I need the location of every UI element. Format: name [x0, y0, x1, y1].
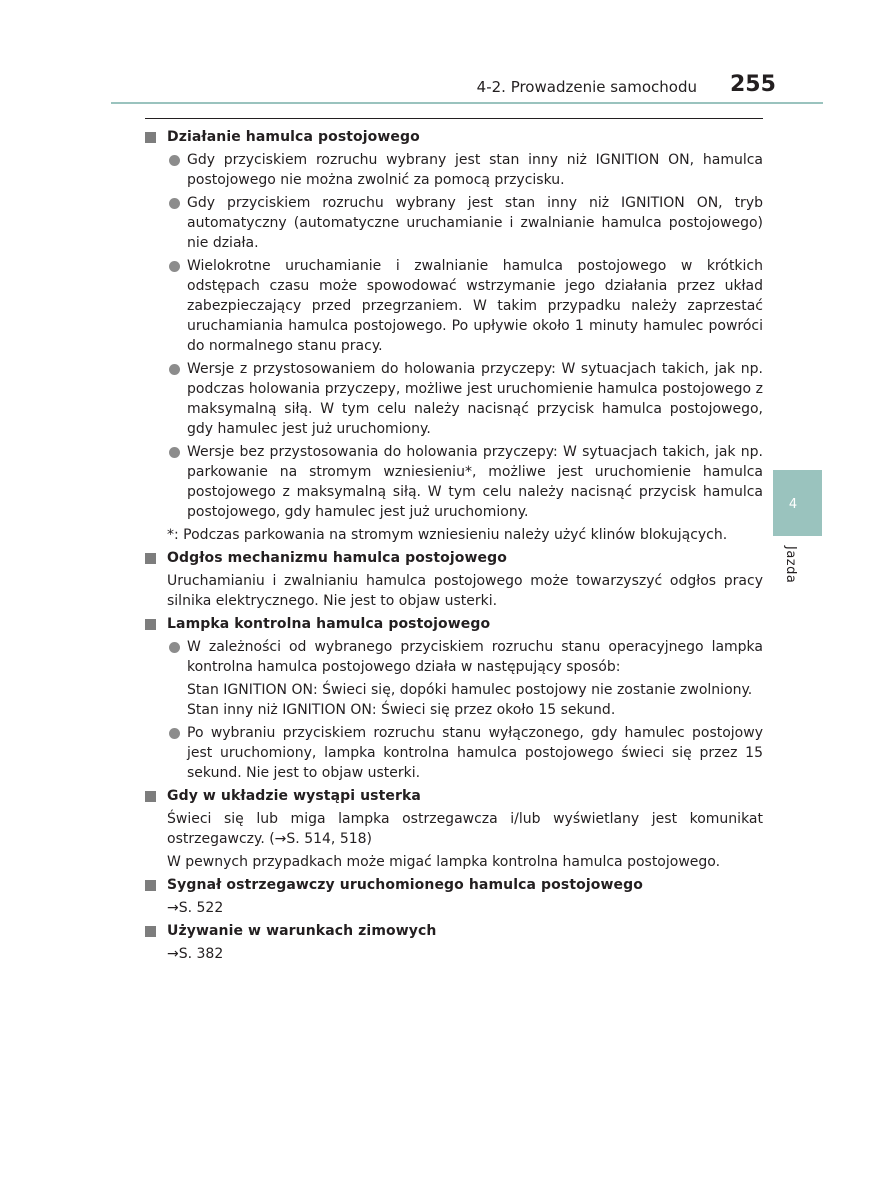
page-reference: →S. 522: [167, 900, 224, 916]
list-item: Wersje bez przystosowania do holowania przyczepy: W sytuacjach takich, jak np. parkowanie na stromym wzniesieniu*, możliwe jest uruchomienie hamulca postojowego z maksymalną siłą. W tym celu należy nacisnąć przycisk hamulca postojowego, gdy hamulec jest już uruchomiony.: [145, 442, 763, 522]
chapter-tab: [773, 470, 822, 536]
section-brake-noise: [145, 548, 763, 611]
section-parking-brake-operation: [145, 127, 763, 545]
section-title: Odgłos mechanizmu hamulca postojowego: [145, 548, 763, 568]
round-bullet-icon: [169, 642, 180, 653]
square-bullet-icon: [145, 553, 156, 564]
paragraph: W pewnych przypadkach może migać lampka kontrolna hamulca postojowego.: [167, 854, 721, 870]
round-bullet-icon: [169, 155, 180, 166]
paragraph: Uruchamianiu i zwalnianiu hamulca postojowego może towarzyszyć odgłos pracy silnika elektrycznego. Nie jest to objaw usterki.: [167, 573, 763, 609]
round-bullet-icon: [169, 728, 180, 739]
page-header: [0, 0, 877, 110]
list-item: Wersje z przystosowaniem do holowania przyczepy: W sytuacjach takich, jak np. podczas holowania przyczepy, możliwe jest uruchomienie hamulca postojowego z maksymalną siłą. W tym celu należy nacisnąć przycisk hamulca postojowego, gdy hamulec jest już uruchomiony.: [145, 359, 763, 439]
section-warning-buzzer: [145, 875, 763, 918]
round-bullet-icon: [169, 198, 180, 209]
section-title: Sygnał ostrzegawczy uruchomionego hamulca postojowego: [145, 875, 763, 895]
square-bullet-icon: [145, 619, 156, 630]
content-divider: [145, 118, 763, 119]
header-section-title: 4-2. Prowadzenie samochodu: [476, 78, 697, 96]
paragraph: Świeci się lub miga lampka ostrzegawcza i/lub wyświetlany jest komunikat ostrzegawczy. (→S. 514, 518): [167, 811, 763, 847]
square-bullet-icon: [145, 791, 156, 802]
list-item: Po wybraniu przyciskiem rozruchu stanu wyłączonego, gdy hamulec postojowy jest uruchomiony, lampka kontrolna hamulca postojowego świeci się przez 15 sekund. Nie jest to objaw usterki.: [145, 723, 763, 783]
section-winter-use: [145, 921, 763, 964]
header-divider: [111, 102, 823, 104]
chapter-number: 4: [788, 497, 798, 512]
section-indicator-lamp: [145, 614, 763, 783]
list-item: Gdy przyciskiem rozruchu wybrany jest stan inny niż IGNITION ON, tryb automatyczny (automatyczne uruchamianie i zwalnianie hamulca postojowego) nie działa.: [145, 193, 763, 253]
section-malfunction: [145, 786, 763, 872]
section-title: Lampka kontrolna hamulca postojowego: [145, 614, 763, 634]
page-number: 255: [730, 72, 776, 97]
page-reference: →S. 382: [167, 946, 224, 962]
sub-paragraph: Stan inny niż IGNITION ON: Świeci się przez około 15 sekund.: [187, 702, 616, 718]
round-bullet-icon: [169, 364, 180, 375]
page-content: [145, 126, 763, 967]
list-item: Gdy przyciskiem rozruchu wybrany jest stan inny niż IGNITION ON, hamulca postojowego nie można zwolnić za pomocą przycisku.: [145, 150, 763, 190]
section-title: Działanie hamulca postojowego: [145, 127, 763, 147]
footnote: *: Podczas parkowania na stromym wzniesieniu należy użyć klinów blokujących.: [167, 527, 728, 543]
square-bullet-icon: [145, 880, 156, 891]
list-item: Wielokrotne uruchamianie i zwalnianie hamulca postojowego w krótkich odstępach czasu może spowodować wstrzymanie jego działania przez układ zabezpieczający przed przegrzaniem. W takim przypadku należy zaprzestać uruchamiania hamulca postojowego. Po upływie około 1 minuty hamulec powróci do normalnego stanu pracy.: [145, 256, 763, 356]
round-bullet-icon: [169, 261, 180, 272]
sub-paragraph: Stan IGNITION ON: Świeci się, dopóki hamulec postojowy nie zostanie zwolniony.: [187, 682, 753, 698]
list-item: W zależności od wybranego przyciskiem rozruchu stanu operacyjnego lampka kontrolna hamulca postojowego działa w następujący sposób:: [145, 637, 763, 677]
chapter-label: Jazda: [783, 546, 798, 584]
section-title: Gdy w układzie wystąpi usterka: [145, 786, 763, 806]
section-title: Używanie w warunkach zimowych: [145, 921, 763, 941]
square-bullet-icon: [145, 132, 156, 143]
round-bullet-icon: [169, 447, 180, 458]
square-bullet-icon: [145, 926, 156, 937]
